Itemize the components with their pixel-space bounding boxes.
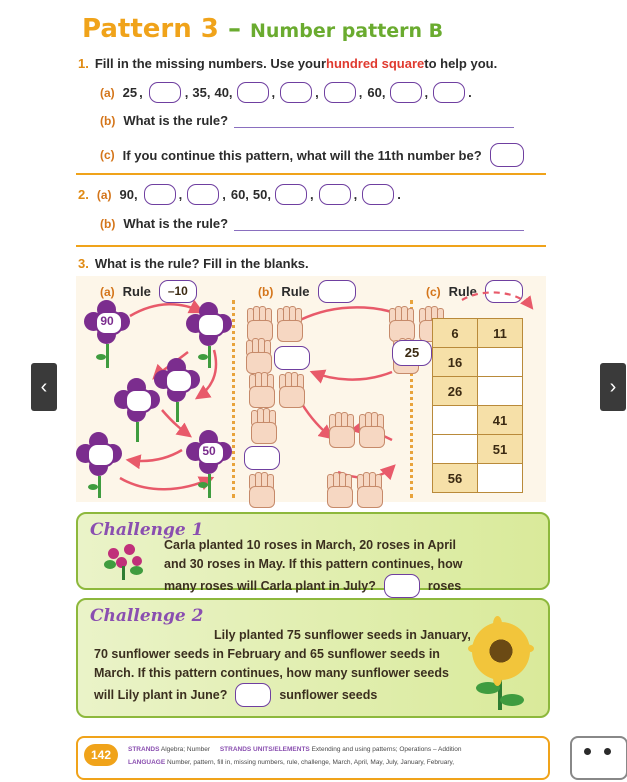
leaf-5 xyxy=(88,484,98,490)
q1a-term-3: 40, xyxy=(214,85,233,100)
hand-icon-10 xyxy=(324,412,358,448)
q3-number: 3. xyxy=(78,256,89,271)
q2a-period: . xyxy=(397,187,401,202)
table-row xyxy=(433,319,523,348)
q1a-letter: (a) xyxy=(100,85,115,100)
leaf-1 xyxy=(96,354,106,360)
q2a-letter: (a) xyxy=(96,187,112,202)
q1a-term-4: 60, xyxy=(367,85,386,100)
challenge-2-line-1: Lily planted 75 sunflower seeds in January, xyxy=(214,628,471,642)
footer-units-label: STRANDS UNITS/ELEMENTS xyxy=(219,746,310,753)
flower-4-value[interactable] xyxy=(125,390,149,408)
table-cell: 6 xyxy=(433,319,478,348)
page-title-sub: Number pattern B xyxy=(250,20,444,42)
q1b-answer-line[interactable] xyxy=(234,114,514,128)
page-number-badge: 142 xyxy=(84,744,118,766)
flower-6 xyxy=(186,430,232,476)
table-row xyxy=(433,377,523,406)
leaf-6 xyxy=(198,482,208,488)
flower-4 xyxy=(114,378,160,424)
challenge-1-answer-box[interactable] xyxy=(384,574,420,598)
hand-icon-9 xyxy=(352,472,386,508)
q3b-blank-1[interactable] xyxy=(274,346,310,370)
challenge-1-box xyxy=(76,512,550,593)
table-row xyxy=(433,435,523,464)
flower-1 xyxy=(84,300,130,346)
table-cell: 26 xyxy=(433,377,478,406)
q1-prompt-part2: to help you. xyxy=(424,56,498,71)
q3c-letter: (c) xyxy=(426,284,441,299)
challenge-2-answer-box[interactable] xyxy=(235,683,271,707)
worksheet-page xyxy=(62,0,565,782)
footer-language-value: Number, pattern, fill in, missing numbers, rule, challenge, March, April, May, July, January, February, xyxy=(167,759,455,766)
challenge-2-line-4: will Lily plant in June? xyxy=(94,687,228,702)
q3b-letter: (b) xyxy=(258,284,274,299)
previous-page-button[interactable]: ‹ xyxy=(31,363,57,411)
flower-5-value[interactable] xyxy=(87,444,111,462)
q3b-blank-2[interactable] xyxy=(244,446,280,470)
q1c-answer-box[interactable] xyxy=(490,143,524,167)
hand-icon-3 xyxy=(241,338,275,374)
table-cell-blank[interactable] xyxy=(478,464,523,493)
q3-prompt-text: What is the rule? Fill in the blanks. xyxy=(94,256,309,271)
q2-number: 2. xyxy=(78,187,89,202)
challenge-1-line-1: Carla planted 10 roses in March, 20 roses in April xyxy=(164,538,457,552)
q2a-blank-4[interactable] xyxy=(319,184,351,205)
table-cell: 56 xyxy=(433,464,478,493)
page-title-dash: – xyxy=(227,14,241,44)
challenge-2-line-3: March. If this pattern continues, how many sunflower seeds xyxy=(94,666,449,680)
stem-4 xyxy=(136,422,139,442)
table-row xyxy=(433,406,523,435)
footer-strands-label: STRANDS xyxy=(128,746,160,753)
q1a-blank-1[interactable] xyxy=(149,82,181,103)
hand-icon-7 xyxy=(244,472,278,508)
q2a-blank-2[interactable] xyxy=(187,184,219,205)
stem-5 xyxy=(98,476,101,498)
divider-2 xyxy=(76,245,546,247)
challenge-1-unit: roses xyxy=(427,578,462,593)
flower-5 xyxy=(76,432,122,478)
hand-icon-11 xyxy=(354,412,388,448)
q3a-rule-label: Rule xyxy=(122,284,151,299)
hand-icon-6 xyxy=(246,408,280,444)
table-row xyxy=(433,464,523,493)
challenge-2-unit: sunflower seeds xyxy=(279,687,378,702)
q3a-letter: (a) xyxy=(100,284,115,299)
footer-bar xyxy=(76,736,550,780)
flower-2 xyxy=(186,302,232,348)
flower-3-value[interactable] xyxy=(165,370,189,388)
page-title xyxy=(82,14,443,44)
challenge-1-line-3: many roses will Carla plant in July? xyxy=(164,578,376,593)
table-cell-blank[interactable] xyxy=(478,348,523,377)
page-title-main: Pattern 3 xyxy=(82,14,219,44)
q1a-blank-6[interactable] xyxy=(433,82,465,103)
q1b-row xyxy=(100,113,514,128)
dice-icon xyxy=(570,736,627,780)
next-page-button[interactable]: › xyxy=(600,363,626,411)
q3b-rule-row xyxy=(258,280,356,303)
q1c-letter: (c) xyxy=(100,148,115,162)
table-cell-blank[interactable] xyxy=(478,377,523,406)
q3b-rule-box[interactable] xyxy=(318,280,356,303)
q2a-blank-5[interactable] xyxy=(362,184,394,205)
q1b-text: What is the rule? xyxy=(123,113,229,128)
q1a-row: (a) 25 , , 35, 40, , , , 60, , . xyxy=(100,82,472,103)
q2a-term-1: 90, xyxy=(119,187,138,202)
table-cell: 51 xyxy=(478,435,523,464)
challenge-1-label: Challenge 1 xyxy=(90,520,204,540)
challenge-2-line-2: 70 sunflower seeds in February and 65 sunflower seeds in xyxy=(94,647,440,661)
footer-strands-value: Algebra; Number xyxy=(160,746,211,753)
panel-divider-1 xyxy=(232,300,235,498)
flower-2-value[interactable] xyxy=(197,314,221,332)
q2a-blank-3[interactable] xyxy=(275,184,307,205)
q2b-answer-line[interactable] xyxy=(234,217,524,231)
stem-3 xyxy=(176,402,179,422)
table-cell: 41 xyxy=(478,406,523,435)
q1a-period: . xyxy=(468,85,472,100)
stem-2 xyxy=(208,346,211,368)
stem-6 xyxy=(208,474,211,498)
q1-prompt-highlight: hundred square xyxy=(326,56,425,71)
q2a-blank-1[interactable] xyxy=(144,184,176,205)
q1a-blank-2[interactable] xyxy=(237,82,269,103)
q1c-text: If you continue this pattern, what will the 11th number be? xyxy=(122,147,482,163)
table-cell-blank[interactable] xyxy=(433,406,478,435)
challenge-2-label: Challenge 2 xyxy=(90,606,204,626)
table-row xyxy=(433,348,523,377)
stem-1 xyxy=(106,344,109,368)
number-table xyxy=(432,318,523,493)
q2b-text: What is the rule? xyxy=(123,216,229,231)
hand-icon-12 xyxy=(384,306,418,342)
q1-prompt xyxy=(78,56,497,71)
hand-icon-2 xyxy=(272,306,306,342)
q2a-row: 2. (a) 90, , , 60, 50, , , . xyxy=(78,184,401,205)
hand-icon-1 xyxy=(242,306,276,342)
flower-3 xyxy=(154,358,200,404)
q1-prompt-part1: Fill in the missing numbers. Use your xyxy=(94,56,326,71)
q1a-blank-5[interactable] xyxy=(390,82,422,103)
q3a-rule-box[interactable]: –10 xyxy=(159,280,197,303)
challenge-1-line-2: and 30 roses in May. If this pattern continues, how xyxy=(164,557,463,571)
q3b-rule-label: Rule xyxy=(281,284,310,299)
q3c-rule-label: Rule xyxy=(448,284,477,299)
q1a-term-1: 25 xyxy=(122,85,138,100)
challenge-2-box xyxy=(76,598,550,718)
q2a-term-2: 60, xyxy=(230,187,249,202)
flower-6-value: 50 xyxy=(202,444,216,458)
table-cell: 16 xyxy=(433,348,478,377)
footer-language-label: LANGUAGE xyxy=(128,759,166,766)
sunflower-icon xyxy=(468,616,538,710)
hand-icon-5 xyxy=(274,372,308,408)
q3c-rule-box[interactable] xyxy=(485,280,523,303)
q2b-row xyxy=(100,216,524,231)
q1a-term-2: 35, xyxy=(192,85,211,100)
q3-prompt xyxy=(78,256,309,271)
q2a-term-3: 50, xyxy=(252,187,271,202)
q1-number: 1. xyxy=(78,56,89,71)
table-cell: 11 xyxy=(478,319,523,348)
footer-units-value: Extending and using patterns; Operations – Addition xyxy=(311,746,462,753)
hand-icon-8 xyxy=(322,472,356,508)
q1c-row xyxy=(100,143,524,167)
q1b-letter: (b) xyxy=(100,113,116,128)
q1a-blank-4[interactable] xyxy=(324,82,356,103)
divider-1 xyxy=(76,173,546,175)
q1a-blank-3[interactable] xyxy=(280,82,312,103)
q2b-letter: (b) xyxy=(100,216,116,231)
hand-icon-4 xyxy=(244,372,278,408)
q3c-rule-row xyxy=(426,280,523,303)
flower-1-value: 90 xyxy=(100,314,114,328)
hands-value-box: 25 xyxy=(392,340,432,366)
rose-bush-icon xyxy=(102,544,148,582)
table-cell-blank[interactable] xyxy=(433,435,478,464)
